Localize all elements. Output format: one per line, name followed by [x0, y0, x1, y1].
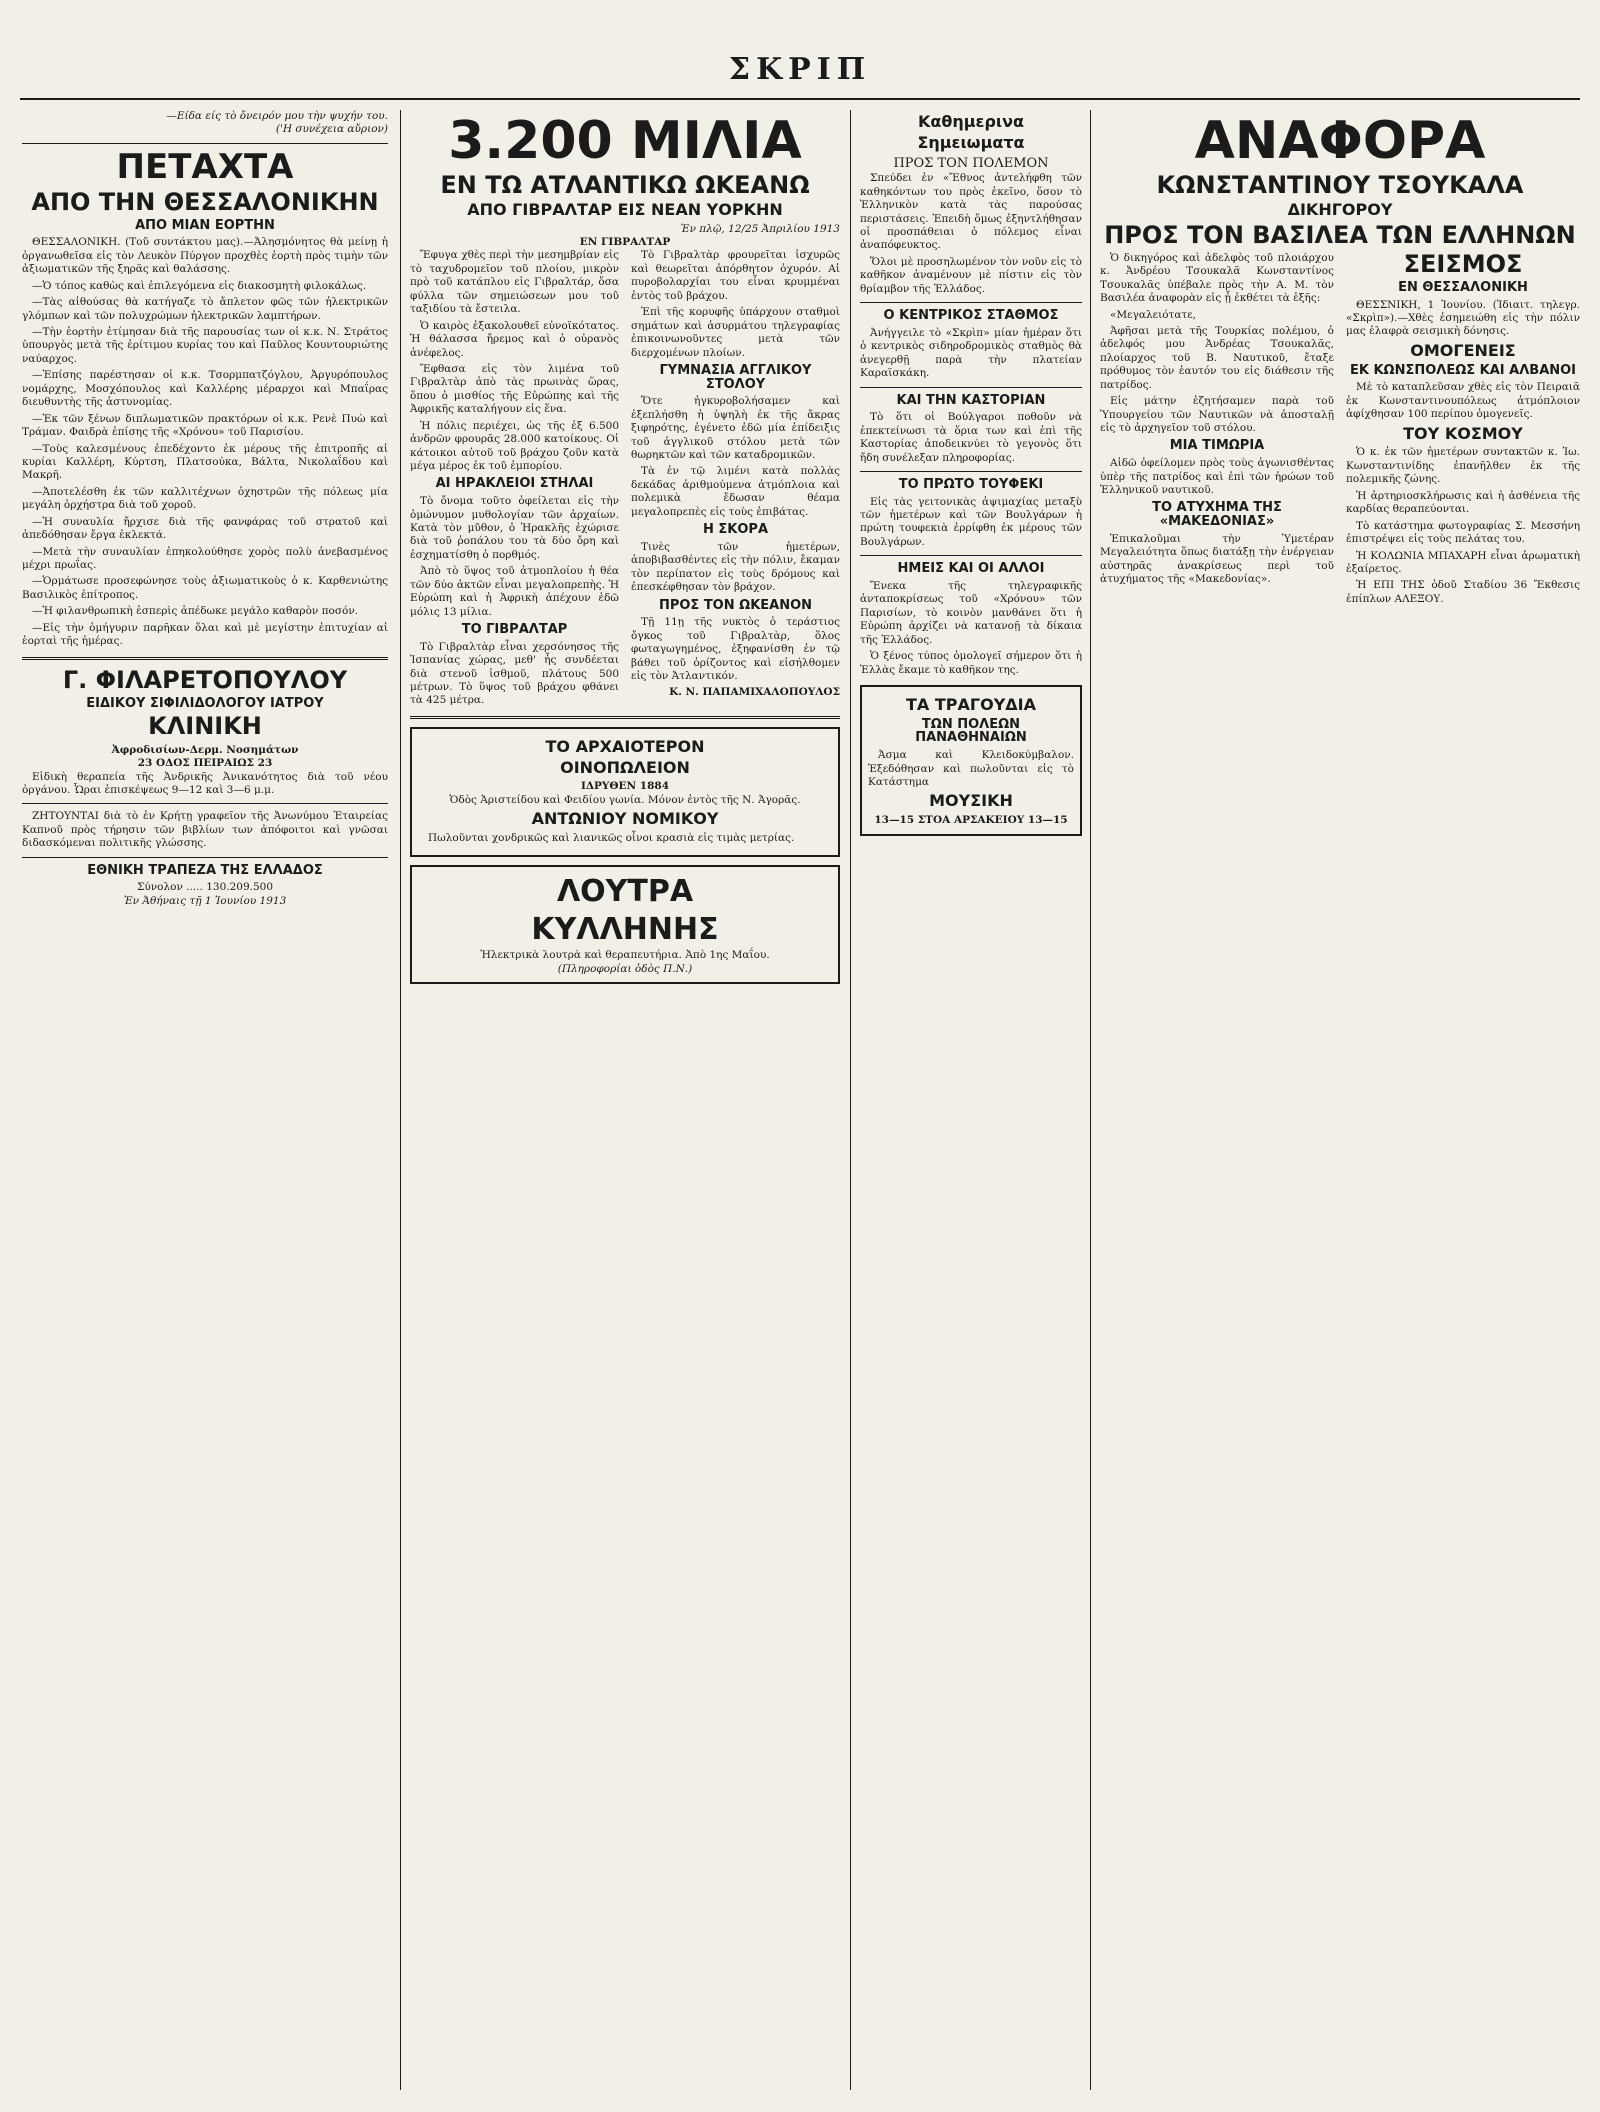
- ad-doctor-name: Γ. ΦΙΛΑΡΕΤΟΠΟΥΛΟΥ: [62, 665, 348, 694]
- article-paragraph: Ἡ ἀρτηριοσκλήρωσις καὶ ἡ ἀσθένεια τῆς καρδίας θεραπεύονται.: [1346, 489, 1580, 516]
- ad-wine-text: Πωλοῦνται χονδρικῶς καὶ λιανικῶς οἶνοι κρασιὰ εἰς τιμὰς μετρίας.: [428, 832, 795, 845]
- divider: [22, 803, 388, 804]
- column-divider: [400, 110, 401, 2090]
- article-paragraph: Τὸ Γιβραλτὰρ φρουρεῖται ἰσχυρῶς καὶ θεωρεῖται ἀπόρθητον ὀχυρόν. Αἱ πυροβολαρχίαι του εἶναι κρυμμέναι ἐντὸς τοῦ βράχου.: [631, 249, 840, 302]
- article-paragraph: —Ἡ φιλανθρωπικὴ ἑσπερὶς ἀπέδωκε μεγάλο καθαρὸν ποσόν.: [32, 605, 359, 618]
- ad-songs-body: Ἀσμα καὶ Κλειδοκύμβαλον. Ἐξεδόθησαν καὶ πωλοῦνται εἰς τὸ Κατάστημα: [868, 749, 1074, 788]
- article-paragraph: Ἀπὸ τὸ ὕψος τοῦ ἀτμοπλοίου ἡ θέα τῶν δύο ἀκτῶν εἶναι μεγαλοπρεπὴς. Ἡ Εὐρώπη καὶ ἡ Ἀφρικὴ ἀπέχουν ἐδῶ μόλις 13 μίλια.: [410, 565, 619, 618]
- column-1: [22, 110, 388, 2090]
- ad-clinic-sub: Ἀφροδισίων-Δερμ. Νοσημάτων: [111, 743, 299, 756]
- article-paragraph: Τινὲς τῶν ἡμετέρων, ἀποβιβασθέντες εἰς τὴν πόλιν, ἔκαμαν τὸν περίπατον εἰς τοὺς δρόμους καὶ ἐπεσκέφθησαν τὸν βράχον.: [631, 540, 840, 594]
- article-paragraph: Σπεύδει ἐν «Ἔθνος ἀντελήφθη τῶν καθηκόντων του πρὸς ἐκεῖνο, ὅσον τὸ Ἑλληνικὸν κατὰ τὰς παρούσας περιστάσεις. Ἐπειδὴ ὅμως ἐξηντλήθησαν οἱ προσπάθειαι ὁ πόλεμος εἶναι ἀναπόφευκτος.: [860, 172, 1082, 252]
- ad-wine-shop: [410, 727, 840, 857]
- headline-miles: 3.200 ΜΙΛΙΑ: [448, 111, 802, 171]
- article-paragraph: —Τὰς αἰθούσας θὰ κατήγαζε τὸ ἄπλετον φῶς τῶν ἠλεκτρικῶν γλόμπων καὶ τῶν πολυχρώμων ἠλεκτρικῶν λαμπτήρων.: [22, 296, 388, 322]
- article-paragraph: Ὅλοι μὲ προσηλωμένον τὸν νοῦν εἰς τὸ καθῆκον ἀναμένουν μὲ πίστιν εἰς τὸν θρίαμβον τῆς Ἑλλάδος.: [860, 255, 1082, 295]
- ad-baths-addr: (Πληροφορίαι ὁδὸς Π.Ν.): [557, 962, 693, 975]
- headline-basilea: ΠΡΟΣ ΤΟΝ ΒΑΣΙΛΕΑ ΤΩΝ ΕΛΛΗΝΩΝ: [1104, 220, 1576, 249]
- article-paragraph: —Ἐπίσης παρέστησαν οἱ κ.κ. Τσορμπατζόγλου, Ἀργυρόπουλος νομάρχης, Μοσχόπουλος καὶ Καλλέρης μέραρχοι καὶ Μπαΐρας διευθυντὴς τῆς ἀστυνομίας.: [22, 369, 388, 409]
- article-paragraph: Ἔφθασα εἰς τὸν λιμένα τοῦ Γιβραλτὰρ ἀπὸ τὰς πρωινὰς ὥρας, ὅπου ὁ μισθίος τῆς Εὐρώπης καὶ τῆς Ἀφρικῆς καταλήγουν εἰς ἕνα.: [410, 362, 619, 416]
- article-paragraph: Ὅτε ἠγκυροβολήσαμεν καὶ ἐξεπλήσθη ἡ ὑψηλὴ ἐκ τῆς ἄκρας ξιφηρότης, ἐγένετο ἐδῶ μία ἐπίδειξις τοῦ ἀγγλικοῦ στόλου μετὰ τῶν θωρηκτῶν καὶ τῶν καταδρομικῶν.: [631, 395, 840, 461]
- section-heading: ΚΑΙ ΤΗΝ ΚΑΣΤΟΡΙΑΝ: [896, 392, 1046, 408]
- article-paragraph: Ἡ ΚΟΛΩΝΙΑ ΜΠΑΧΑΡΗ εἶναι ἀρωματικὴ ἐξαίρετος.: [1346, 549, 1580, 575]
- ad-songs-shop: ΜΟΥΣΙΚΗ: [929, 791, 1013, 811]
- bank-date: Ἐν Ἀθήναις τῇ 1 Ἰουνίου 1913: [123, 894, 287, 907]
- section-heading-seismos: ΣΕΙΣΜΟΣ: [1403, 249, 1523, 278]
- column-3: [860, 110, 1082, 2090]
- article-paragraph: Ἐπικαλοῦμαι τὴν Ὑμετέραν Μεγαλειότητα ὅπως διατάξῃ τὴν ἐνέργειαν αὐστηρᾶς ἀνακρίσεως περὶ τοῦ ἀτυχήματος τῆς «Μακεδονίας».: [1100, 532, 1334, 585]
- section-heading: ΠΡΟΣ ΤΟΝ ΠΟΛΕΜΟΝ: [893, 155, 1049, 171]
- section-heading: ΤΟ ΓΙΒΡΑΛΤΑΡ: [461, 622, 568, 638]
- ad-wine-body: Ὁδὸς Ἀριστείδου καὶ Φειδίου γωνία. Μόνον ἐντὸς τῆς Ν. Ἀγορᾶς.: [449, 793, 801, 806]
- section-heading: ΜΙΑ ΤΙΜΩΡΙΑ: [1169, 438, 1265, 454]
- article-paragraph: —Τοὺς καλεσμένους ἐπεδέχοντο ἐκ μέρους τῆς ἐπιτροπῆς αἱ κυρίαι Καλλέρη, Κύρτση, Πλατσούκα, Βάλτα, Νικολαΐδου καὶ Μακρῆ.: [22, 442, 388, 482]
- article-paragraph: «Μεγαλειότατε,: [1110, 308, 1196, 321]
- article-columns: [410, 249, 840, 707]
- ad-wine-owner: ΑΝΤΩΝΙΟΥ ΝΟΜΙΚΟΥ: [531, 809, 719, 829]
- subhead-route: ΑΠΟ ΓΙΒΡΑΛΤΑΡ ΕΙΣ ΝΕΑΝ ΥΟΡΚΗΝ: [467, 199, 783, 219]
- ad-baths-title: ΛΟΥΤΡΑ: [556, 873, 694, 909]
- divider: [860, 471, 1082, 472]
- column-divider: [850, 110, 851, 2090]
- article-paragraph: Ἀφῆσαι μετὰ τῆς Τουρκίας πολέμου, ὁ ἀδελφός μου Ἀνδρέας Τσουκαλᾶς, πλοίαρχος τοῦ Β. Ναυτικοῦ, ἔταξε πρόθυμος τὸν ἑαυτόν του εἰς διάθεσιν τῆς πατρίδος.: [1100, 324, 1334, 391]
- article-paragraph: Ἔνεκα τῆς τηλεγραφικῆς ἀνταποκρίσεως τοῦ «Χρόνου» τῶν Παρισίων, τὸ κοινὸν μανθάνει ὅτι ἡ Εὐρώπη ἀρχίζει νὰ κατανοῇ τὰ δίκαια τῆς Ἑλλάδος.: [860, 579, 1082, 646]
- masthead-rule: [20, 98, 1580, 100]
- article-paragraph: Αἰδῶ ὀφείλομεν πρὸς τοὺς ἀγωνισθέντας ὑπὲρ τῆς πατρίδος καὶ ἐπὶ τῶν ἡρώων τοῦ Ἑλληνικοῦ ναυτικοῦ.: [1100, 457, 1334, 496]
- subhead-eorti: ΑΠΟ ΜΙΑΝ ΕΟΡΤΗΝ: [135, 217, 275, 233]
- article-paragraph: Μὲ τὸ καταπλεῦσαν χθὲς εἰς τὸν Πειραιᾶ ἐκ Κωνσταντινουπόλεως ἀτμόπλοιον ἀφίχθησαν 100 περίπου ὁμογενεῖς.: [1346, 381, 1580, 421]
- dateline-place: ΕΝ ΓΙΒΡΑΛΤΑΡ: [579, 236, 671, 249]
- article-paragraph: Εἰς μάτην ἐζητήσαμεν παρὰ τοῦ Ὑπουργείου τῶν Ναυτικῶν νὰ ἀποσταλῇ εἰς τὸ ἀρχηγεῖον τοῦ στόλου.: [1100, 395, 1334, 435]
- headline-atlantic: ΕΝ ΤΩ ΑΤΛΑΝΤΙΚΩ ΩΚΕΑΝΩ: [440, 170, 810, 199]
- headline-petachta: ΠΕΤΑΧΤΑ: [116, 146, 294, 187]
- article-paragraph: ΘΕΣΣΑΛΟΝΙΚΗ. (Τοῦ συντάκτου μας).—Ἀλησμόνητος θὰ μείνῃ ἡ ὀργανωθεῖσα εἰς τὸν Λευκὸν Πύργον προχθὲς ἑορτὴ πρὸς τιμὴν τῶν ἀξιωματικῶν τῆς ξηρᾶς καὶ θαλάσσης.: [22, 236, 388, 276]
- section-heading: ΗΜΕΙΣ ΚΑΙ ΟΙ ΑΛΛΟΙ: [897, 561, 1045, 577]
- ad-baths-sub: ΚΥΛΛΗΝΗΣ: [531, 911, 719, 947]
- article-paragraph: Ἡ ΕΠΙ ΤΗΣ ὁδοῦ Σταδίου 36 Ἔκθεσις ἐπίπλων ΑΛΕΞΟΥ.: [1346, 579, 1580, 605]
- divider: [860, 302, 1082, 303]
- article-paragraph: —Ἀποτελέσθη ἐκ τῶν καλλιτέχνων ὀχηστρῶν τῆς πόλεως μία μεγάλη ὀρχήστρα διὰ τοῦ χοροῦ.: [22, 485, 388, 512]
- ad-address: 23 ΟΔΟΣ ΠΕΙΡΑΙΩΣ 23: [137, 757, 273, 770]
- bank-title: ΕΘΝΙΚΗ ΤΡΑΠΕΖΑ ΤΗΣ ΕΛΛΑΔΟΣ: [87, 862, 323, 878]
- ad-clinic: ΚΛΙΝΙΚΗ: [148, 712, 262, 741]
- zitountai-notice: ΖΗΤΟΥΝΤΑΙ διὰ τὸ ἐν Κρήτῃ γραφεῖον τῆς Ἀνωνύμου Ἑταιρείας Καπνοῦ πρὸς τήρησιν τῶν βιβλίων των ἀπόφοιτοι καὶ γνῶσαι διδασκόμεναι πολιτικῆς γλώσσης.: [22, 810, 388, 850]
- article-paragraph: Ὁ κ. ἐκ τῶν ἡμετέρων συντακτῶν κ. Ἰω. Κωνσταντινίδης ἐπανῆλθεν ἐκ τῆς πολεμικῆς ζώνης.: [1346, 446, 1580, 486]
- section-heading: ΠΡΟΣ ΤΟΝ ΩΚΕΑΝΟΝ: [658, 597, 813, 613]
- column-4: [1100, 110, 1580, 2090]
- article-paragraph: Τὰ ἐν τῷ λιμένι κατὰ πολλὰς δεκάδας ἀριθμούμενα ἀτμόπλοια καὶ πολεμικὰ ἔδωσαν θέαμα μεγαλοπρεπὲς εἰς τοὺς ἐπιβάτας.: [631, 465, 840, 518]
- section-heading: ΕΝ ΘΕΣΣΑΛΟΝΙΚΗ: [1398, 279, 1528, 295]
- ad-doctor-title: ΕΙΔΙΚΟΥ ΣΙΦΙΛΙΔΟΛΟΓΟΥ ΙΑΤΡΟΥ: [86, 695, 324, 711]
- section-heading: ΤΟ ΠΡΩΤΟ ΤΟΥΦΕΚΙ: [898, 476, 1044, 492]
- article-signature: Κ. Ν. ΠΑΠΑΜΙΧΑΛΟΠΟΥΛΟΣ: [669, 686, 840, 699]
- article-paragraph: Ἔφυγα χθὲς περὶ τὴν μεσημβρίαν εἰς τὸ ταχυδρομεῖον τοῦ πλοίου, μικρὸν πρὸ τοῦ κατάπλου εἰς Γιβραλτάρ, ὅσα φύλλα τῶν σημειώσεων μου τοῦ ταξιδίου τὰ ἔστειλα.: [410, 249, 619, 316]
- article-columns: [1100, 249, 1580, 607]
- ad-songs-sub: ΤΩΝ ΠΟΛΕΩΝ ΠΑΝΑΘΗΝΑΙΩΝ: [915, 716, 1027, 746]
- masthead: ΣΚΡΙΠ: [728, 52, 872, 87]
- section-heading: ΕΚ ΚΩΝΣΠΟΛΕΩΣ ΚΑΙ ΑΛΒΑΝΟΙ: [1349, 362, 1577, 378]
- divider: [410, 716, 840, 719]
- headline-dikigorou: ΔΙΚΗΓΟΡΟΥ: [1287, 199, 1393, 219]
- section-heading: ΑΙ ΗΡΑΚΛΕΙΟΙ ΣΤΗΛΑΙ: [435, 476, 594, 492]
- divider: [860, 555, 1082, 556]
- article-paragraph: Ἐπὶ τῆς κορυφῆς ὑπάρχουν σταθμοὶ σημάτων καὶ ἀσυρμάτου τηλεγραφίας ἐπικοινωνοῦντες μετὰ τῶν διερχομένων πλοίων.: [631, 306, 840, 359]
- article-paragraph: —Ὁ τόπος καθὼς καὶ ἐπιλεγόμενα εἰς διακοσμητὴ φιλοκάλως.: [32, 279, 367, 292]
- ad-baths-body: Ἠλεκτρικὰ λουτρὰ καὶ θεραπευτήρια. Ἀπὸ 1ης Μαΐου.: [480, 949, 770, 962]
- article-paragraph: —Ἡ συναυλία ἤρχισε διὰ τῆς φανφάρας τοῦ στρατοῦ καὶ ἀπεδόθησαν ἔργα ἐκλεκτά.: [22, 515, 388, 542]
- article-paragraph: Τὸ ὅτι οἱ Βούλγαροι ποθοῦν νὰ ἐπεκτείνωσι τὰ ὅρια των καὶ ἐπὶ τῆς Καστορίας ἀποδεικνύει τὸ γεγονὸς ὅτι ἤδη συνέλεξαν πληροφορίας.: [860, 411, 1082, 464]
- ad-wine-title: ΤΟ ΑΡΧΑΙΟΤΕΡΟΝ: [545, 736, 705, 756]
- kathimerina-heading: Καθημερινα: [917, 112, 1025, 131]
- ad-songs-title: ΤΑ ΤΡΑΓΟΥΔΙΑ: [906, 695, 1036, 715]
- headline-anafora: ΑΝΑΦΟΡΑ: [1194, 111, 1486, 171]
- bank-total: Σύνολον ..... 130.209.500: [136, 881, 274, 894]
- article-paragraph: —Ἐκ τῶν ξένων διπλωματικῶν πρακτόρων οἱ κ.κ. Ρενὲ Πυὼ καὶ Τράμαν. Φαιδρὰ ἐπίσης τῆς «Χρόνου» τοῦ Παρισίου.: [22, 412, 388, 439]
- section-heading: ΤΟ ΑΤΥΧΗΜΑ ΤΗΣ «ΜΑΚΕΔΟΝΙΑΣ»: [1152, 500, 1282, 530]
- divider: [860, 387, 1082, 388]
- ad-wine-year: ΙΔΡΥΘΕΝ 1884: [580, 780, 670, 793]
- article-paragraph: Ὁ καιρὸς ἐξακολουθεῖ εὐνοϊκότατος. Ἡ θάλασσα ἤρεμος καὶ ὁ οὐρανὸς ἀνέφελος.: [410, 319, 619, 359]
- ad-wine-sub: ΟΙΝΟΠΩΛΕΙΟΝ: [560, 757, 690, 777]
- article-paragraph: Ἡ πόλις περιέχει, ὡς τῆς ἐξ 6.500 ἀνδρῶν φρουρᾶς 28.000 κατοίκους. Οἱ κάτοικοι αὐτοῦ τοῦ βράχου ζοῦν κατὰ μέγα μέρος ἐκ τοῦ ἐμπορίου.: [410, 419, 619, 473]
- divider: [22, 143, 388, 144]
- article-paragraph: Τὸ Γιβραλτὰρ εἶναι χερσόνησος τῆς Ἰσπανίας χώρας, μεθ' ἧς συνδέεται διὰ στενοῦ ἰσθμοῦ, πλάτους 500 μέτρων. Τὸ ὕψος τοῦ βράχου φθάνει τὰ 425 μέτρα.: [410, 640, 619, 707]
- teaser-text: —Είδα είς τὸ ὄνειρόν μου τὴν ψυχήν του.: [166, 110, 388, 122]
- column-divider: [1090, 110, 1091, 2090]
- ad-songs: [860, 685, 1082, 836]
- article-paragraph: Ὁ δικηγόρος καὶ ἀδελφὸς τοῦ πλοιάρχου κ. Ἀνδρέου Τσουκαλᾶ Κωνσταντίνος Τσουκαλᾶς ὑπέβαλε πρὸς τὴν Α. Μ. τὸν Βασιλέα ἀναφορὰν εἰς ᾗ ἐκθέτει τὰ ἑξῆς:: [1100, 251, 1334, 305]
- ad-songs-address: 13—15 ΣΤΟΑ ΑΡΣΑΚΕΙΟΥ 13—15: [874, 814, 1068, 827]
- ad-body: Εἰδικὴ θεραπεία τῆς Ἀνδρικῆς Ἀνικανότητος διὰ τοῦ νέου ὀργάνου. Ὧραι ἐπισκέψεως 9—12 καὶ 3—6 μ.μ.: [22, 770, 388, 796]
- section-heading: ΟΜΟΓΕΝΕΙΣ: [1410, 340, 1516, 360]
- ad-baths: [410, 865, 840, 985]
- column-2: [410, 110, 840, 2090]
- headline-tsoukalas: ΚΩΝΣΤΑΝΤΙΝΟΥ ΤΣΟΥΚΑΛΑ: [1156, 170, 1524, 199]
- article-paragraph: —Εἰς τὴν ὁμήγυριν παρῆκαν ὅλαι καὶ μὲ μεγίστην ἐπιτυχίαν αἱ ἑορταὶ τῆς ἡμέρας.: [22, 621, 388, 648]
- article-paragraph: —Ὁρμάτωσε προσεφώνησε τοὺς ἀξιωματικοὺς ὁ κ. Καρθενιώτης Βασιλικὸς ἐπίτροπος.: [22, 575, 388, 601]
- headline-thessaloniki: ΑΠΟ ΤΗΝ ΘΕΣΣΑΛΟΝΙΚΗΝ: [31, 187, 379, 216]
- section-heading: Ο ΚΕΝΤΡΙΚΟΣ ΣΤΑΘΜΟΣ: [883, 308, 1059, 324]
- article-paragraph: Ἀνήγγειλε τὸ «Σκρὶπ» μίαν ἡμέραν ὅτι ὁ κεντρικὸς σιδηροδρομικὸς σταθμὸς θὰ ἀνεγερθῇ παρὰ τὴν πλατείαν Καραϊσκάκη.: [860, 326, 1082, 380]
- section-heading: ΓΥΜΝΑΣΙΑ ΑΓΓΛΙΚΟΥ ΣΤΟΛΟΥ: [659, 362, 812, 392]
- simeiomata-heading: Σημειωματα: [917, 132, 1025, 152]
- section-heading: Η ΣΚΟΡΑ: [703, 522, 768, 538]
- article-paragraph: —Τὴν ἑορτὴν ἐτίμησαν διὰ τῆς παρουσίας των οἱ κ.κ. Ν. Στράτος ὑπουργὸς μετὰ τῆς ἐρίτιμου κυρίας του καὶ Παῦλος Κουντουριώτης ναύαρχος.: [22, 326, 388, 365]
- article-paragraph: Εἰς τὰς γειτονικὰς ἀψιμαχίας μεταξὺ τῶν ἡμετέρων καὶ τῶν Βουλγάρων ἡ πρώτη τουφεκιὰ ἐρρίφθη ἐκ μέρους τῶν Βουλγάρων.: [860, 495, 1082, 548]
- article-paragraph: Ὁ ξένος τύπος ὁμολογεῖ σήμερον ὅτι ἡ Ἑλλὰς ἔκαμε τὸ καθῆκον της.: [860, 650, 1082, 676]
- article-paragraph: Τῇ 11ῃ τῆς νυκτὸς ὁ τεράστιος ὄγκος τοῦ Γιβραλτὰρ, ὅλος φωταγωγημένος, ἐξηφανίσθη ἐν τῷ βάθει τοῦ ὁρίζοντος καὶ εἰσήλθομεν εἰς τὸν Ἀτλαντικόν.: [631, 616, 840, 682]
- article-paragraph: —Μετὰ τὴν συναυλίαν ἐπηκολούθησε χορὸς πολὺ ἀνεβασμένος μέχρι πρωΐας.: [22, 545, 388, 572]
- article-paragraph: Τὸ ὄνομα τοῦτο ὀφείλεται εἰς τὴν ὁμώνυμον μυθολογίαν τῶν ἀρχαίων. Κατὰ τὸν μῦθον, ὁ Ἡρακλῆς ἐχώρισε διὰ τοῦ ῥοπάλου του τὰ δύο ὄρη καὶ ἐσχηματίσθη ὁ πορθμός.: [410, 495, 619, 561]
- article-paragraph: Τὸ κατάστημα φωτογραφίας Σ. Μεσσήνη ἐπιστρέψει εἰς τοὺς πελάτας του.: [1346, 519, 1580, 546]
- dateline: Ἐν πλῷ, 12/25 Ἀπριλίου 1913: [680, 222, 840, 235]
- article-paragraph: ΘΕΣΣΝΙΚΗ, 1 Ἰουνίου. (Ἰδιαιτ. τηλεγρ. «Σκρὶπ»).—Χθὲς ἐσημειώθη εἰς τὴν πόλιν μας ἐλαφρὰ σεισμικὴ δόνησις.: [1346, 298, 1580, 338]
- divider: [22, 857, 388, 858]
- section-heading: ΤΟΥ ΚΟΣΜΟΥ: [1403, 423, 1523, 443]
- divider: [22, 657, 388, 660]
- teaser-note: ('Η συνέχεια αὔριον): [275, 123, 388, 136]
